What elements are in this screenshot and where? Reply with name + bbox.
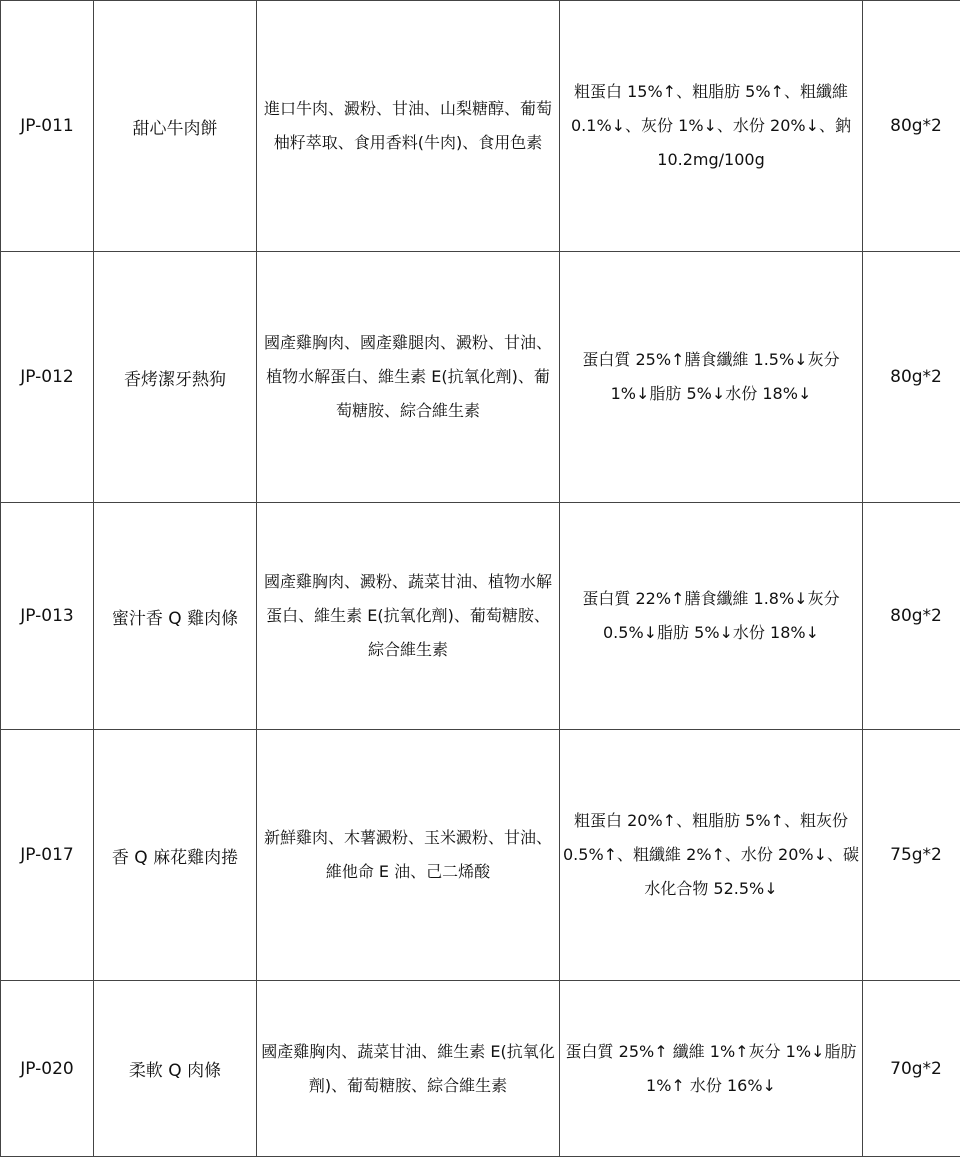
table-row xyxy=(1,1,960,252)
package-size-cell xyxy=(863,981,960,1157)
nutrition-cell xyxy=(560,503,863,730)
ingredients-text: 新鮮雞肉、木薯澱粉、玉米澱粉、甘油、維他命 E 油、己二烯酸 xyxy=(259,821,557,889)
package-size-cell xyxy=(863,503,960,730)
package-size-cell xyxy=(863,730,960,981)
nutrition-text: 粗蛋白 15%↑、粗脂肪 5%↑、粗纖維 0.1%↓、灰份 1%↓、水份 20%↓、鈉 10.2mg/100g xyxy=(562,75,860,177)
nutrition-text: 蛋白質 25%↑ 纖維 1%↑灰分 1%↓脂肪 1%↑ 水份 16%↓ xyxy=(562,1035,860,1103)
product-name-cell xyxy=(94,252,257,503)
table-row xyxy=(1,503,960,730)
product-code-cell xyxy=(1,730,94,981)
product-code-cell xyxy=(1,981,94,1157)
product-name-cell xyxy=(94,730,257,981)
ingredients-cell xyxy=(257,503,560,730)
product-code-cell xyxy=(1,1,94,252)
product-name: 香 Q 麻花雞肉捲 xyxy=(96,843,254,868)
product-name-cell xyxy=(94,1,257,252)
ingredients-cell xyxy=(257,1,560,252)
package-size-cell xyxy=(863,1,960,252)
product-code-cell xyxy=(1,252,94,503)
product-name-cell xyxy=(94,503,257,730)
nutrition-text: 粗蛋白 20%↑、粗脂肪 5%↑、粗灰份 0.5%↑、粗纖維 2%↑、水份 20%↓、碳水化合物 52.5%↓ xyxy=(562,804,860,906)
ingredients-text: 國產雞胸肉、蔬菜甘油、維生素 E(抗氧化劑)、葡萄糖胺、綜合維生素 xyxy=(259,1035,557,1103)
table-row xyxy=(1,730,960,981)
nutrition-cell xyxy=(560,252,863,503)
product-name: 香烤潔牙熱狗 xyxy=(96,365,254,390)
ingredients-cell xyxy=(257,981,560,1157)
nutrition-text: 蛋白質 22%↑膳食纖維 1.8%↓灰分 0.5%↓脂肪 5%↓水份 18%↓ xyxy=(562,582,860,650)
ingredients-cell xyxy=(257,730,560,981)
package-size: 80g*2 xyxy=(865,116,960,136)
product-code: JP-020 xyxy=(3,1059,91,1079)
package-size: 75g*2 xyxy=(865,845,960,865)
product-name: 甜心牛肉餅 xyxy=(96,114,254,139)
table-row xyxy=(1,252,960,503)
package-size: 70g*2 xyxy=(865,1059,960,1079)
nutrition-cell xyxy=(560,981,863,1157)
package-size-cell xyxy=(863,252,960,503)
product-code-cell xyxy=(1,503,94,730)
product-code: JP-011 xyxy=(3,116,91,136)
product-name: 柔軟 Q 肉條 xyxy=(96,1056,254,1081)
package-size: 80g*2 xyxy=(865,367,960,387)
ingredients-text: 國產雞胸肉、澱粉、蔬菜甘油、植物水解蛋白、維生素 E(抗氧化劑)、葡萄糖胺、綜合維生素 xyxy=(259,565,557,667)
package-size: 80g*2 xyxy=(865,606,960,626)
table-row xyxy=(1,981,960,1157)
nutrition-text: 蛋白質 25%↑膳食纖維 1.5%↓灰分 1%↓脂肪 5%↓水份 18%↓ xyxy=(562,343,860,411)
product-code: JP-017 xyxy=(3,845,91,865)
product-code: JP-012 xyxy=(3,367,91,387)
product-name-cell xyxy=(94,981,257,1157)
nutrition-cell xyxy=(560,1,863,252)
product-code: JP-013 xyxy=(3,606,91,626)
product-name: 蜜汁香 Q 雞肉條 xyxy=(96,604,254,629)
nutrition-cell xyxy=(560,730,863,981)
ingredients-cell xyxy=(257,252,560,503)
ingredients-text: 國產雞胸肉、國產雞腿肉、澱粉、甘油、植物水解蛋白、維生素 E(抗氧化劑)、葡萄糖胺、綜合維生素 xyxy=(259,326,557,428)
ingredients-text: 進口牛肉、澱粉、甘油、山梨糖醇、葡萄柚籽萃取、食用香料(牛肉)、食用色素 xyxy=(259,92,557,160)
